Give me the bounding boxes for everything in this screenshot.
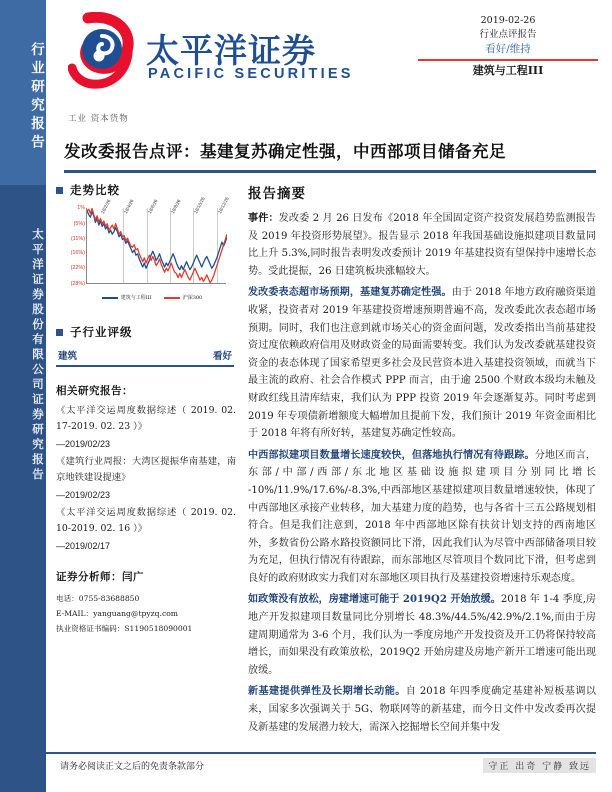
ribbon-label-industry-research: 行业研究报告 [28,42,44,153]
chart-x-tick: 18/4/26 [123,198,135,215]
square-bullet-icon [56,187,63,194]
sub-industry-rating-block [56,324,238,367]
left-sidebar-column [56,182,238,636]
summary-paragraph: 中西部拟建项目数量增长速度较快，但落地执行情况有待跟踪。分地区而言，东部/中部/西部/东北地区基础设施拟建项目分别同比增长 -10%/11.9%/17.6%/-8.3%,中西部地区基建拟建项目数量增速较快，体现了中西部地区承接产业转移，加大基建力度的趋势，也与各省十三五公路规划相符合。但是我们注意到，2018 年中西部地区除有扶贫计划支持的西南地区外，多数省份公路水路投资额同比下滑，因此我们认为尽管中西部储备项目较为充足，但执行情况有待跟踪，而东部地区尽管项目个数同比下滑，但考虑到良好的政府财政实力我们对东部地区项目执行及基建投资增速持乐观态度。 [248,449,597,584]
footer-disclaimer: 请务必阅读正文之后的免责条款部分 [60,762,205,772]
chart-plot-area [70,196,230,287]
trend-section-title: 走势比较 [70,183,120,197]
paragraph-lead: 新基建提供弹性及长期增长动能。 [248,686,406,698]
chart-x-tick: 18/10/26 [193,196,206,215]
analyst-info-block [56,569,236,636]
related-reports-list [56,403,236,554]
related-report-title[interactable]: 《建筑行业周报：大湾区提振华南基建，南京地铁建设提速》 [56,455,236,484]
chart-series-line [87,211,227,270]
legend-swatch-icon [102,297,118,299]
summary-paragraph: 事件：发改委 2 月 26 日发布《2018 年全国固定资产投资发展趋势监测报告及 2019 年投资形势展望》。报告显示 2018 年我国基础设施拟建项目数量同比上升 5.3%,同时报告表明发改委预计 2019 年基建投资有望保持中速增长态势。受此提振，26 日建筑板块涨幅较大。 [248,213,597,277]
report-type: 行业点评报告 [479,29,537,40]
legend-label: 建筑与工程III [120,295,152,301]
chart-y-tick: (16%) [70,249,85,256]
related-reports-block [56,383,236,554]
chart-y-tick: (22%) [70,265,85,272]
chart-x-tick: 18/8/26 [169,198,182,215]
related-reports-title: 相关研究报告： [56,384,133,397]
meta-divider-rule [418,59,598,61]
footer-divider-rule [46,752,596,754]
chart-series-line [87,209,227,283]
vertical-side-ribbon [0,0,46,792]
page-header [46,0,612,112]
legend-label: 沪深300 [182,295,203,301]
rating-row-name: 建筑 [58,351,78,362]
square-bullet-icon [56,329,63,336]
category-label: 工业 资本货物 [68,114,129,124]
related-report-date: —2019/02/17 [56,540,111,551]
report-date: 2019-02-26 [480,15,536,26]
related-report-date: —2019/02/23 [56,489,111,500]
company-name-cn: 太平洋证券 [146,31,316,70]
paragraph-lead: 如政策没有放松，房建增速可能于 2019Q2 开始放缓。 [248,594,501,606]
company-name-en: PACIFIC SECURITIES [148,66,354,82]
chart-legend-item [164,294,203,301]
chart-x-tick: 18/2/26 [99,198,112,215]
rating-badge: 看好/维持 [485,43,531,55]
chart-legend [72,294,232,301]
chart-y-tick: (28%) [70,281,85,287]
rating-section-header [56,324,238,340]
chart-y-tick: 1% [77,205,85,211]
ribbon-label-company-research: 太平洋证券股份有限公司证券研究报告 [31,228,45,483]
legend-swatch-icon [164,297,180,299]
trend-section-header [56,182,238,198]
related-report-date: —2019/02/23 [56,438,111,449]
chart-legend-item [102,294,152,301]
header-meta-block [418,14,598,79]
related-report-title[interactable]: 《太平洋交运周度数据综述（ 2019. 02. 17-2019. 02. 23 ）》 [56,404,236,433]
paragraph-lead: 发改委表态超市场预期，基建复苏确定性强。 [248,287,452,299]
rating-section-title: 子行业评级 [70,325,133,339]
summary-paragraph-list [248,210,596,736]
summary-paragraph: 如政策没有放松，房建增速可能于 2019Q2 开始放缓。2018 年 1-4 季度,房地产开发拟建项目数量同比分别增长 48.3%/44.5%/42.9%/2.1%,而由于房建周期通常为 3-6 个月，我们认为一季度房地产开发投资及开工仍将保持较高增长，而如果没有政策放松，2019Q2 开始房建及房地产新开工增速可能出现放缓。 [248,594,597,676]
report-summary-column [248,182,596,740]
paragraph-lead: 事件： [248,213,279,224]
footer-slogan: 守正 出奇 宁静 致远 [483,758,596,773]
rating-divider-rule [56,365,234,367]
rating-row [56,344,238,365]
title-divider-rule [64,170,596,173]
summary-paragraph: 新基建提供弹性及长期增长动能。自 2018 年四季度确定基建补短板基调以来，国家多次强调关于 5G、物联网等的新基建，而今日文件中发改委再次提及新基建的发展潜力较大，需深入挖掘增长空间并集中发 [248,686,596,733]
analyst-email: E-MAIL：yanguang@tpyzq.com [56,608,178,618]
chart-series-canvas [87,208,227,284]
page-footer [60,758,596,773]
paragraph-lead: 中西部拟建项目数量增长速度较快，但落地执行情况有待跟踪。 [248,449,535,461]
chart-y-tick: (11%) [71,236,85,243]
rating-row-value: 看好 [212,351,232,362]
summary-paragraph: 发改委表态超市场预期，基建复苏确定性强。由于 2018 年地方政府融资渠道收紧，投资者对 2019 年基建投资增速预期普遍不高，发改委此次表态超市场预期。同时，我们也注意到就市场关心的资金面问题，发改委指出当前基建投资过度依赖政府信用及财政资金的局面需要转变。我们认为发改委就基建投资资金的表态体现了国家希望更多社会及民营资本进入基建投资领域，而就当下最主流的政府、社会合作模式 PPP 而言，由于逾 2500 个财政本级均未触及财政红线且清库结束，我们认为 PPP 投资 2019 年会逐渐复苏。同时考虑到 2019 年专项债新增额度大幅增加且提前下发，我们预计 2019 年资金面相比于 2018 年将有所好转，基建复苏确定性较高。 [248,287,597,440]
pacific-securities-logo-icon [68,12,138,90]
company-logo-block [68,12,368,92]
analyst-name-line: 证券分析师：闫广 [56,570,144,583]
chart-y-tick: (5%) [73,220,85,227]
page-title: 发改委报告点评：基建复苏确定性强，中西部项目储备充足 [64,142,506,161]
chart-x-tick: 18/12/26 [216,196,230,215]
industry-name: 建筑与工程III [472,64,544,78]
summary-heading: 报告摘要 [248,186,306,202]
analyst-certificate: 执业资格证书编码：S1190518090001 [56,623,193,633]
chart-x-tick: 18/6/26 [146,198,159,215]
related-report-title[interactable]: 《太平洋交运周度数据综述（ 2019. 02. 10-2019. 02. 16 ）》 [56,506,236,535]
trend-comparison-chart [56,196,234,310]
analyst-phone: 电话：0755-83688850 [56,593,140,603]
